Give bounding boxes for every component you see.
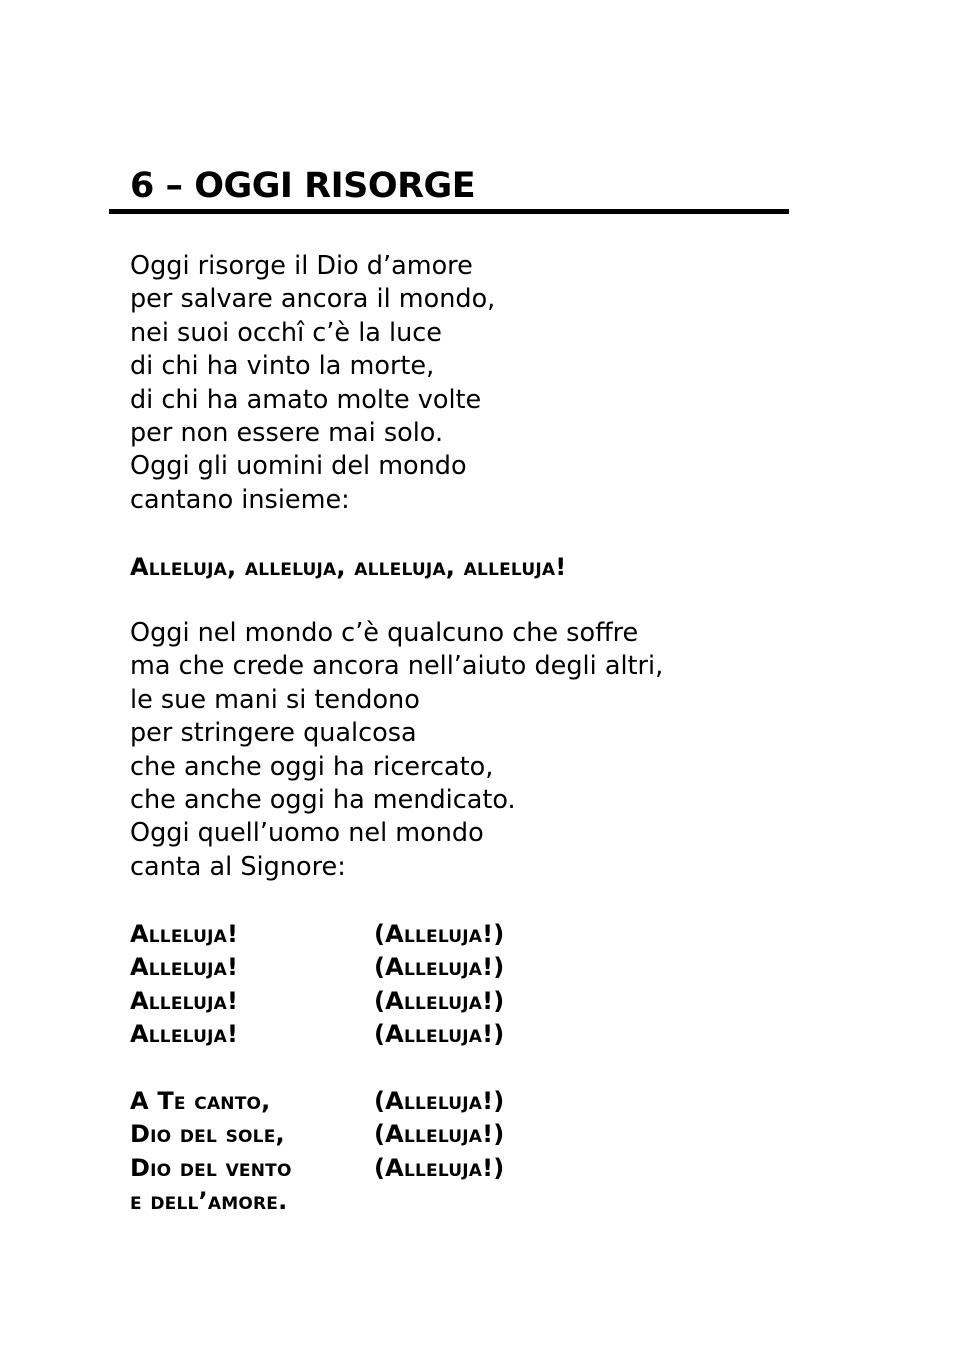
refrain-pair (130, 951, 630, 984)
verse-line: cantano insieme: (130, 484, 350, 515)
refrain-2 (130, 918, 630, 1052)
refrain-response: (Alleluja!) (374, 986, 505, 1015)
refrain-call: e dell’amore. (130, 1187, 288, 1216)
verse-line: di chi ha amato molte volte (130, 384, 482, 415)
verse-2 (130, 617, 663, 884)
verse-line: che anche oggi ha ricercato, (130, 751, 494, 782)
refrain-call: A Te canto, (130, 1087, 271, 1115)
verse-line: per non essere mai solo. (130, 417, 444, 448)
verse-line: per salvare ancora il mondo, (130, 284, 496, 315)
refrain-response: (Alleluja!) (374, 920, 505, 948)
verse-line: Oggi nel mondo c’è qualcuno che soffre (130, 618, 639, 648)
refrain-call: Alleluja! (130, 953, 239, 982)
verse-line: ma che crede ancora nell’aiuto degli altri, (130, 651, 664, 682)
verse-line: Oggi quell’uomo nel mondo (130, 818, 484, 849)
page-title: 6 – OGGI RISORGE (130, 166, 476, 206)
refrain-call: Alleluja! (130, 986, 239, 1015)
refrain-pair (130, 985, 630, 1018)
refrain-response: (Alleluja!) (374, 1120, 505, 1149)
refrain-pair (130, 1085, 630, 1118)
verse-line: nei suoi occhî c’è la luce (130, 317, 442, 348)
refrain-pair (130, 1018, 630, 1051)
refrain-call: Dio del vento (130, 1153, 292, 1182)
refrain-pair (130, 918, 630, 951)
refrain-pair (130, 1185, 630, 1218)
refrain-3 (130, 1085, 630, 1219)
refrain-response: (Alleluja!) (374, 953, 505, 982)
title-underline (109, 209, 789, 214)
refrain-response: (Alleluja!) (374, 1020, 505, 1049)
refrain-call: Dio del sole, (130, 1120, 285, 1149)
refrain-1 (130, 551, 566, 584)
refrain-pair (130, 1152, 630, 1185)
verse-line: Oggi risorge il Dio d’amore (130, 251, 473, 281)
refrain-response: (Alleluja!) (374, 1087, 505, 1115)
refrain-response: (Alleluja!) (374, 1153, 505, 1182)
verse-line: che anche oggi ha mendicato. (130, 784, 516, 815)
verse-line: le sue mani si tendono (130, 684, 420, 715)
refrain-line: Alleluja, alleluja, alleluja, alleluja! (130, 553, 567, 581)
verse-line: per stringere qualcosa (130, 718, 417, 749)
verse-line: canta al Signore: (130, 851, 346, 882)
verse-1 (130, 250, 495, 517)
refrain-pair (130, 1118, 630, 1151)
verse-line: di chi ha vinto la morte, (130, 351, 435, 382)
refrain-call: Alleluja! (130, 920, 239, 948)
refrain-call: Alleluja! (130, 1020, 239, 1049)
verse-line: Oggi gli uomini del mondo (130, 451, 467, 482)
